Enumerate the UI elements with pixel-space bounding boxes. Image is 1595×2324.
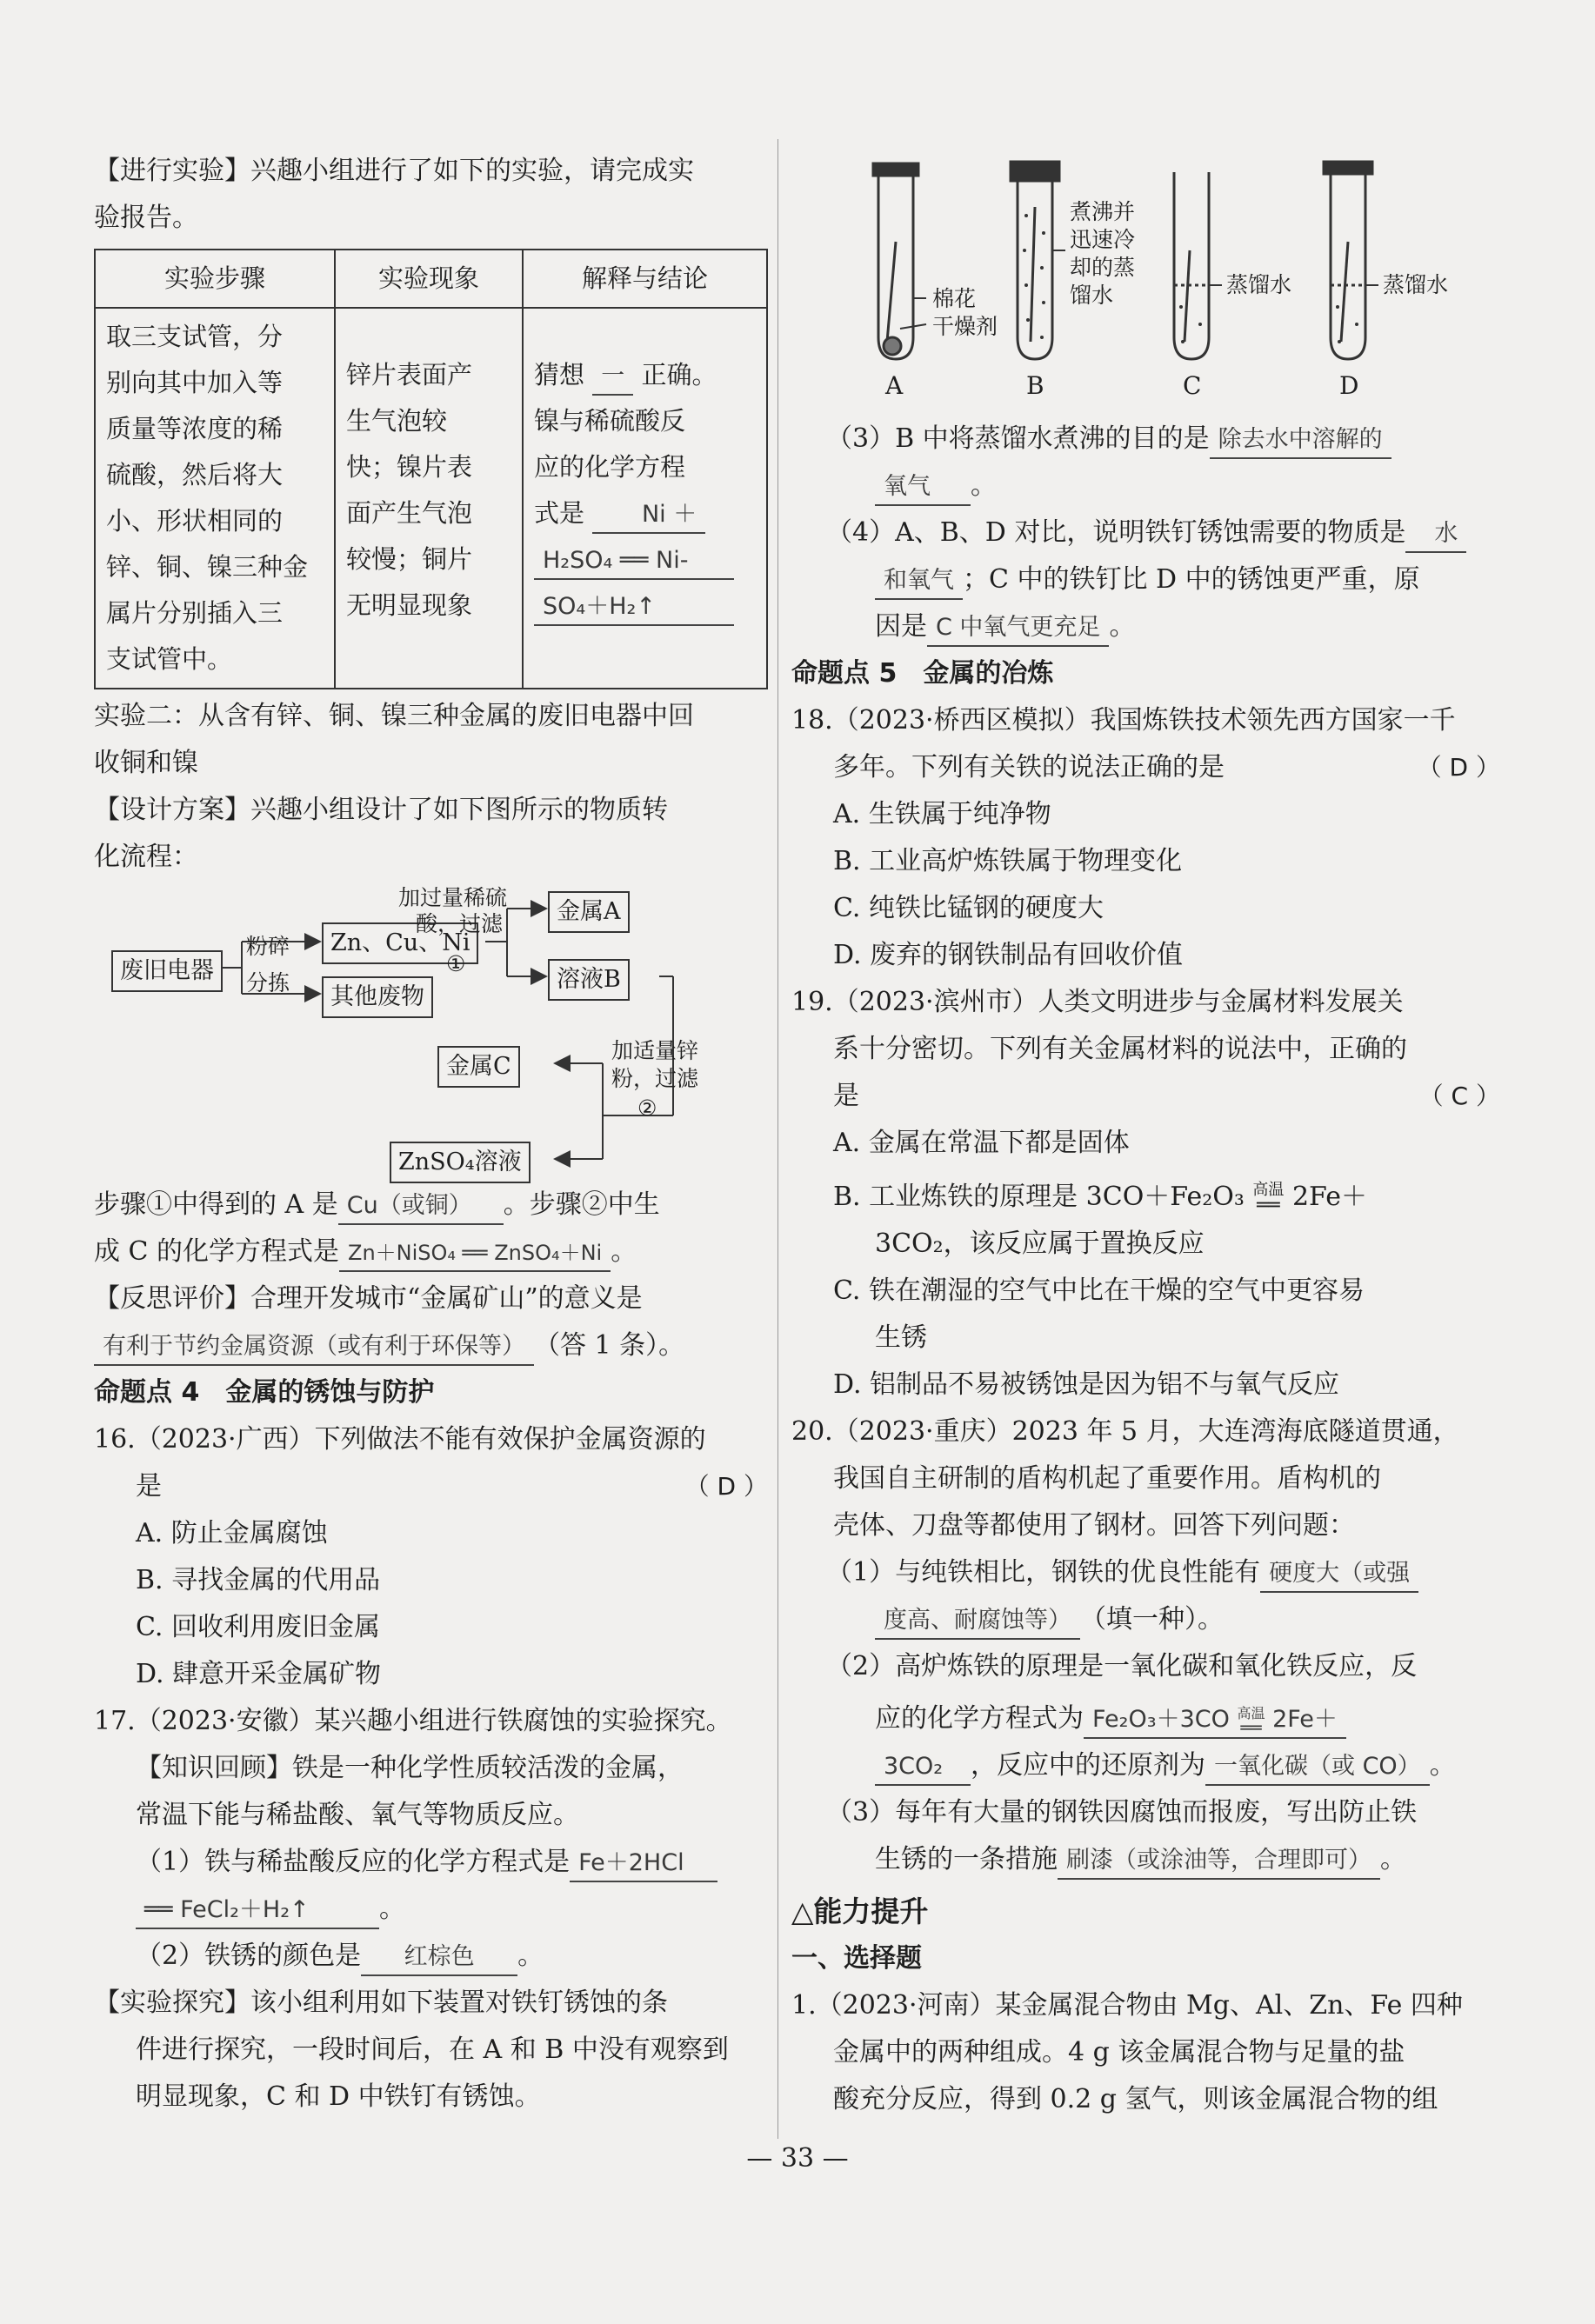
q17-sub1 bbox=[94, 1839, 768, 1886]
table-header: 解释与结论 bbox=[523, 250, 767, 308]
q17-sub4 bbox=[791, 509, 1500, 556]
cell-line: 镍与稀硫酸反 bbox=[534, 406, 686, 436]
option: C. 回收利用废旧金属 bbox=[136, 1612, 380, 1642]
text: （2）铁锈的颜色是 bbox=[136, 1941, 362, 1971]
cell-line bbox=[534, 583, 756, 629]
text: 猜想 bbox=[534, 360, 585, 390]
option: C. 纯铁比锰钢的硬度大 bbox=[833, 893, 1104, 923]
answer-blank: Ni ＋ bbox=[592, 497, 705, 534]
q19-stem bbox=[791, 1073, 1500, 1120]
cell-line: 较慢；铜片 bbox=[346, 544, 473, 574]
reaction-arrow bbox=[1252, 1182, 1284, 1214]
reflect-line: 【反思评价】合理开发城市“金属矿山”的意义是 bbox=[94, 1283, 643, 1314]
step-a-line bbox=[94, 1182, 768, 1229]
option: A. 防止金属腐蚀 bbox=[136, 1518, 328, 1548]
answer-blank: 度高、耐腐蚀等） bbox=[875, 1603, 1080, 1640]
option: A. 金属在常温下都是固体 bbox=[833, 1128, 1130, 1158]
answer-blank: ══ FeCl₂＋H₂↑ bbox=[136, 1893, 379, 1929]
q20-sub1-cont bbox=[791, 1596, 1500, 1643]
q17-sub3-cont bbox=[791, 463, 1500, 509]
exp2-line: 实验二：从含有锌、铜、镍三种金属的废旧电器中回 bbox=[94, 701, 694, 731]
triangle-icon: △ bbox=[791, 1894, 814, 1928]
flow-label-zinc: 加适量锌 bbox=[611, 1038, 699, 1063]
flow-diagram bbox=[94, 885, 768, 1176]
answer-blank: H₂SO₄ ══ Ni- bbox=[534, 543, 734, 580]
cell-line: 应的化学方程 bbox=[534, 452, 686, 482]
design-line: 【设计方案】兴趣小组设计了如下图所示的物质转 bbox=[94, 795, 668, 825]
cell-line: 小、形状相同的 bbox=[106, 506, 284, 536]
cell-line: 面产生气泡 bbox=[346, 498, 473, 528]
text: B. 工业炼铁的原理是 3CO＋Fe₂O₃ bbox=[833, 1182, 1245, 1212]
cell-line: 锌、铜、镍三种金 bbox=[106, 552, 309, 582]
cell-line bbox=[534, 536, 756, 583]
exp-intro-line: 【进行实验】兴趣小组进行了如下的实验，请完成实 bbox=[94, 156, 694, 186]
answer-blank: C 中氧气更充足 bbox=[927, 610, 1109, 647]
topic-heading: 命题点 5 金属的冶炼 bbox=[791, 658, 1054, 689]
text: 正确。 bbox=[641, 360, 717, 390]
option bbox=[791, 1174, 1500, 1221]
q1-stem: 1.（2023·河南）某金属混合物由 Mg、Al、Zn、Fe 四种 bbox=[791, 1990, 1463, 2021]
q17-text: 明显现象，C 和 D 中铁钉有锈蚀。 bbox=[136, 2081, 541, 2112]
experiment-table bbox=[94, 249, 768, 689]
text: （4）A、B、D 对比，说明铁钉锈蚀需要的物质是 bbox=[826, 517, 1406, 548]
answer-blank: SO₄＋H₂↑ bbox=[534, 589, 734, 626]
text: （3）B 中将蒸馏水煮沸的目的是 bbox=[826, 423, 1210, 454]
text: 2Fe＋ bbox=[1272, 1706, 1338, 1733]
answer-blank: 红棕色 bbox=[361, 1940, 517, 1976]
text: ，反应中的还原剂为 bbox=[971, 1750, 1205, 1781]
column-divider bbox=[777, 139, 778, 2139]
text: 式是 bbox=[534, 498, 585, 528]
q16-stem bbox=[94, 1463, 768, 1510]
cell-line: 锌片表面产 bbox=[346, 360, 473, 390]
answer-blank: 刷漆（或涂油等，合理即可） bbox=[1058, 1843, 1380, 1880]
page-number: — 33 — bbox=[746, 2143, 849, 2174]
q17-sub4-cont bbox=[791, 603, 1500, 650]
ability-heading bbox=[791, 1888, 1500, 1935]
table-cell-conclusion bbox=[523, 308, 767, 689]
answer-blank: 氧气 bbox=[875, 469, 971, 506]
cell-line: 无明显现象 bbox=[346, 590, 473, 620]
flow-label-crush: 粉碎 bbox=[246, 934, 290, 959]
text: 成 C 的化学方程式是 bbox=[94, 1236, 340, 1267]
table-cell-phenomena bbox=[335, 308, 523, 689]
tube-letter-c: C bbox=[1183, 371, 1202, 400]
answer-blank: 硬度大（或强 bbox=[1260, 1556, 1418, 1593]
text: 。 bbox=[1109, 611, 1136, 642]
text: 能力提升 bbox=[813, 1894, 929, 1928]
text: Fe₂O₃＋3CO bbox=[1092, 1706, 1230, 1733]
answer-blank: Cu（或铜） bbox=[338, 1189, 504, 1225]
flow-label-zinc: 粉，过滤 bbox=[611, 1066, 699, 1091]
option: D. 铝制品不易被锈蚀是因为铝不与氧气反应 bbox=[833, 1369, 1340, 1400]
q1-stem: 金属中的两种组成。4 g 该金属混合物与足量的盐 bbox=[833, 2037, 1405, 2068]
text: 生锈的一条措施 bbox=[875, 1844, 1058, 1875]
table-cell-steps bbox=[95, 308, 335, 689]
text: 。 bbox=[379, 1894, 405, 1924]
q17-stem: 17.（2023·安徽）某兴趣小组进行铁腐蚀的实验探究。 bbox=[94, 1706, 732, 1736]
text: 。 bbox=[1429, 1750, 1456, 1781]
text: 。 bbox=[611, 1236, 637, 1267]
text: 。 bbox=[971, 470, 997, 501]
reflect-answer-line bbox=[94, 1322, 768, 1369]
text: 。 bbox=[517, 1941, 544, 1971]
tube-d-label: 蒸馏水 bbox=[1383, 272, 1449, 297]
flow-label-acid: 加过量稀硫 bbox=[398, 885, 508, 910]
q20-sub2-cont bbox=[791, 1695, 1500, 1742]
q20-sub2-cont bbox=[791, 1742, 1500, 1789]
flow-label-acid: 酸，过滤 bbox=[416, 911, 504, 936]
answer-blank: 有利于节约金属资源（或有利于环保等） bbox=[94, 1329, 534, 1366]
table-header: 实验现象 bbox=[335, 250, 523, 308]
tube-b-label: 馏水 bbox=[1070, 283, 1114, 308]
q17-text: 常温下能与稀盐酸、氧气等物质反应。 bbox=[136, 1800, 579, 1830]
q17-text: 【知识回顾】铁是一种化学性质较活泼的金属， bbox=[136, 1753, 684, 1783]
tube-b-label: 却的蒸 bbox=[1070, 255, 1136, 280]
text: 。步骤②中生 bbox=[503, 1189, 660, 1220]
answer-blank: 水 bbox=[1405, 516, 1466, 553]
q1-stem: 酸充分反应，得到 0.2 g 氢气，则该金属混合物的组 bbox=[833, 2084, 1438, 2114]
answer-blank: Fe＋2HCl bbox=[570, 1846, 717, 1882]
equals-sign: ══ bbox=[1257, 1195, 1280, 1216]
table-row bbox=[95, 308, 767, 689]
option: B. 工业高炉炼铁属于物理变化 bbox=[833, 846, 1183, 876]
q16-stem: 16.（2023·广西）下列做法不能有效保护金属资源的 bbox=[94, 1424, 706, 1455]
answer-blank: 除去水中溶解的 bbox=[1210, 423, 1391, 459]
flow-label-sort: 分拣 bbox=[246, 970, 290, 996]
tube-b-label: 迅速冷 bbox=[1070, 227, 1136, 252]
topic-heading: 命题点 4 金属的锈蚀与防护 bbox=[94, 1377, 435, 1408]
cell-line: 属片分别插入三 bbox=[106, 598, 284, 628]
cell-line: 别向其中加入等 bbox=[106, 368, 284, 397]
q17-text: 【实验探究】该小组利用如下装置对铁钉锈蚀的条 bbox=[94, 1988, 668, 2018]
text: 应的化学方程式为 bbox=[875, 1703, 1084, 1734]
option: D. 肆意开采金属矿物 bbox=[136, 1659, 382, 1689]
flow-box-other-waste: 其他废物 bbox=[322, 976, 433, 1018]
q17-sub1-cont bbox=[94, 1886, 768, 1933]
q20-sub3-cont bbox=[791, 1836, 1500, 1883]
q18-stem bbox=[791, 744, 1500, 791]
q20-sub3: （3）每年有大量的钢铁因腐蚀而报废，写出防止铁 bbox=[826, 1797, 1418, 1828]
text: 。 bbox=[1380, 1844, 1406, 1875]
answer-choice: （ C ） bbox=[1418, 1082, 1500, 1110]
text: （填一种）。 bbox=[1080, 1604, 1224, 1635]
flow-label-step2: ② bbox=[637, 1095, 657, 1121]
flow-box-metal-a: 金属A bbox=[548, 891, 630, 933]
q18-stem: 18.（2023·桥西区模拟）我国炼铁技术领先西方国家一千 bbox=[791, 705, 1456, 736]
tube-letter-b: B bbox=[1026, 371, 1044, 400]
table-header: 实验步骤 bbox=[95, 250, 335, 308]
option: A. 生铁属于纯净物 bbox=[833, 799, 1051, 829]
text: （1）与纯铁相比，钢铁的优良性能有 bbox=[826, 1557, 1261, 1588]
q17-sub4-cont bbox=[791, 556, 1500, 603]
reaction-arrow bbox=[1237, 1704, 1265, 1738]
q17-sub3 bbox=[791, 416, 1500, 463]
text: ；C 中的铁钉比 D 中的锈蚀更严重，原 bbox=[963, 564, 1420, 595]
equals-sign: ══ bbox=[1240, 1716, 1262, 1738]
text: 是 bbox=[136, 1471, 162, 1502]
right-column bbox=[791, 155, 1500, 2123]
q20-sub1 bbox=[791, 1549, 1500, 1596]
test-tube-diagram bbox=[861, 155, 1500, 416]
answer-blank: 3CO₂ bbox=[875, 1749, 971, 1786]
cell-line bbox=[534, 352, 756, 398]
flow-box-waste: 废旧电器 bbox=[111, 950, 223, 992]
q20-stem: 壳体、刀盘等都使用了钢材。回答下列问题： bbox=[833, 1510, 1355, 1541]
tube-a-label-cotton: 棉花 bbox=[932, 286, 977, 311]
flow-label-step1: ① bbox=[446, 951, 466, 976]
text: 是 bbox=[833, 1081, 859, 1111]
answer-blank: 和氧气 bbox=[875, 563, 963, 600]
exp2-line: 收铜和镍 bbox=[94, 748, 198, 778]
text: 多年。下列有关铁的说法正确的是 bbox=[833, 752, 1225, 782]
cell-line: 生气泡较 bbox=[346, 406, 448, 436]
tube-letter-a: A bbox=[885, 371, 904, 400]
cell-line: 支试管中。 bbox=[106, 644, 233, 674]
text: 步骤①中得到的 A 是 bbox=[94, 1189, 338, 1220]
option: D. 废弃的钢铁制品有回收价值 bbox=[833, 940, 1184, 970]
flow-box-metal-c: 金属C bbox=[437, 1046, 520, 1088]
cell-line: 质量等浓度的稀 bbox=[106, 414, 284, 443]
q19-stem: 19.（2023·滨州市）人类文明进步与金属材料发展关 bbox=[791, 987, 1404, 1017]
q20-stem: 20.（2023·重庆）2023 年 5 月，大连湾海底隧道贯通， bbox=[791, 1416, 1459, 1447]
q17-text: 件进行探究，一段时间后，在 A 和 B 中没有观察到 bbox=[136, 2034, 729, 2065]
answer-choice: （ D ） bbox=[684, 1472, 768, 1501]
q20-stem: 我国自主研制的盾构机起了重要作用。盾构机的 bbox=[833, 1463, 1381, 1494]
section-heading: 一、选择题 bbox=[791, 1943, 922, 1974]
condition: 高温 bbox=[1237, 1704, 1265, 1721]
tube-b-label: 煮沸并 bbox=[1070, 199, 1136, 224]
answer-blank bbox=[1084, 1702, 1346, 1739]
tube-c-label: 蒸馏水 bbox=[1226, 272, 1292, 297]
design-line: 化流程： bbox=[94, 842, 198, 872]
text: 因是 bbox=[875, 611, 927, 642]
text: 2Fe＋ bbox=[1291, 1182, 1367, 1212]
flow-box-solution-b: 溶液B bbox=[548, 959, 630, 1001]
tube-letter-d: D bbox=[1339, 371, 1359, 400]
condition: 高温 bbox=[1252, 1181, 1285, 1199]
answer-choice: （ D ） bbox=[1417, 753, 1500, 782]
tube-a-label-desiccant: 干燥剂 bbox=[932, 314, 998, 339]
text: （1）铁与稀盐酸反应的化学方程式是 bbox=[136, 1847, 571, 1877]
exp-intro-line: 验报告。 bbox=[94, 203, 198, 233]
cell-line: 快；镍片表 bbox=[346, 452, 473, 482]
option: C. 铁在潮湿的空气中比在干燥的空气中更容易 bbox=[833, 1275, 1365, 1306]
answer-blank: 一 bbox=[592, 359, 633, 396]
option: B. 寻找金属的代用品 bbox=[136, 1565, 381, 1595]
q19-stem: 系十分密切。下列有关金属材料的说法中，正确的 bbox=[833, 1034, 1407, 1064]
text: （答 1 条）。 bbox=[534, 1330, 685, 1361]
q17-sub2 bbox=[94, 1933, 768, 1980]
option-cont: 3CO₂，该反应属于置换反应 bbox=[875, 1229, 1205, 1259]
flow-box-znso4: ZnSO₄溶液 bbox=[390, 1142, 531, 1183]
flow-box-mixture: Zn、Cu、Ni bbox=[322, 922, 478, 964]
answer-blank: 一氧化碳（或 CO） bbox=[1205, 1749, 1430, 1786]
left-column bbox=[94, 148, 768, 2121]
cell-line: 取三支试管，分 bbox=[106, 322, 284, 351]
option-cont: 生锈 bbox=[875, 1322, 927, 1353]
step-b-line bbox=[94, 1229, 768, 1275]
answer-blank: Zn＋NiSO₄ ══ ZnSO₄＋Ni bbox=[339, 1235, 611, 1272]
table-header-row bbox=[95, 250, 767, 308]
cell-line bbox=[534, 490, 756, 536]
cell-line: 硫酸，然后将大 bbox=[106, 460, 284, 489]
q20-sub2: （2）高炉炼铁的原理是一氧化碳和氧化铁反应，反 bbox=[826, 1651, 1418, 1681]
